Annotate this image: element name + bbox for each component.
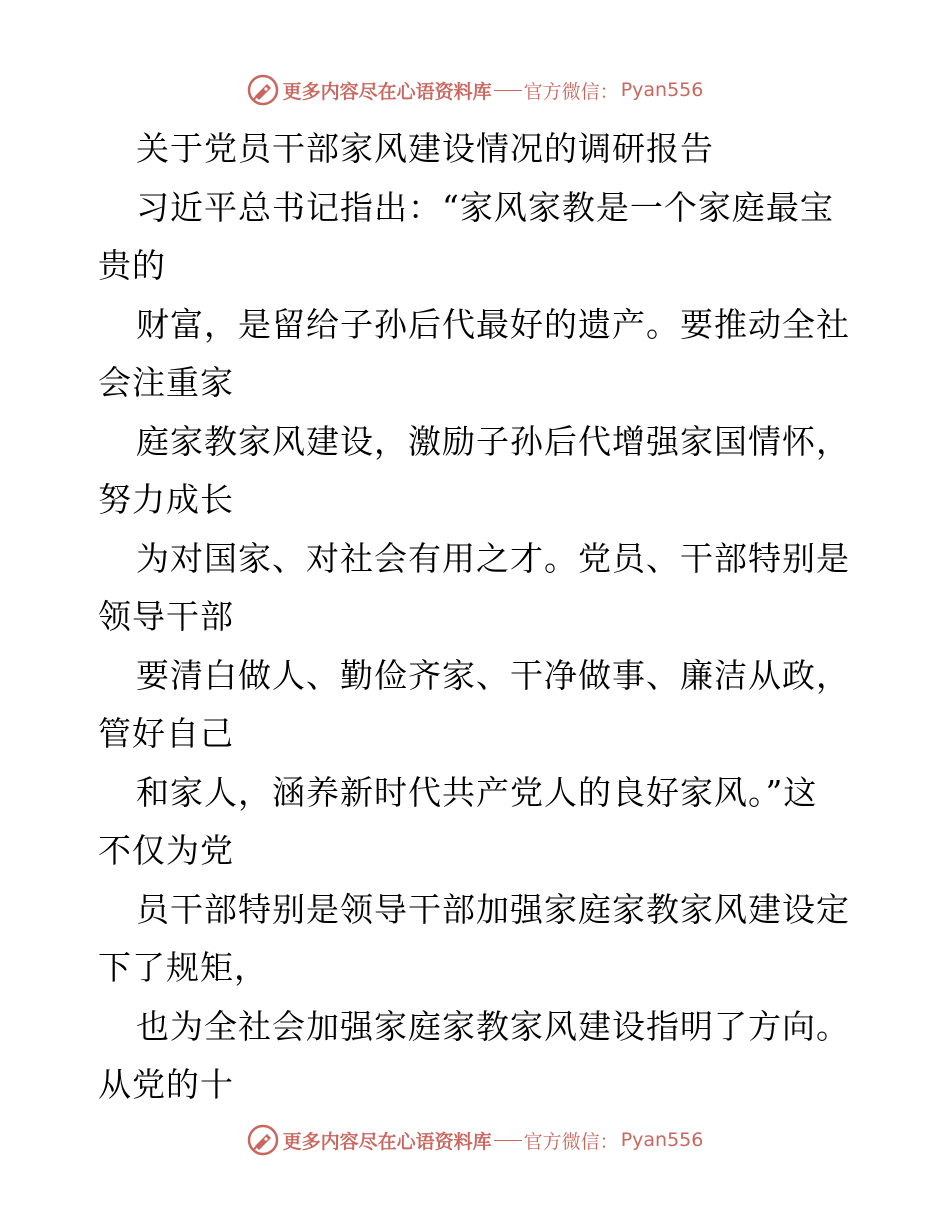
- paragraph-line: 员干部特别是领导干部加强家庭家教家风建设定: [136, 889, 850, 929]
- document-body: [98, 120, 858, 1115]
- watermark-contact-label: 官方微信：: [523, 80, 619, 103]
- paragraph-line: 习近平总书记指出：“家风家教是一个家庭最宝: [136, 187, 834, 227]
- paragraph-line: 努力成长: [98, 480, 234, 519]
- watermark-brand-text: 更多内容尽在心语资料库: [282, 1130, 492, 1153]
- watermark-dash: [494, 1140, 522, 1141]
- paragraph-line: 为对国家、对社会有用之才。党员、干部特别是: [136, 538, 850, 578]
- paragraph-line: 庭家教家风建设，激励子孙后代增强家国情怀，: [136, 421, 850, 461]
- pen-nib-logo-icon: [247, 1124, 279, 1156]
- watermark-contact-id: Pyan556: [620, 79, 704, 101]
- paragraph-line: 也为全社会加强家庭家教家风建设指明了方向。: [136, 1006, 850, 1046]
- paragraph-line: 要清白做人、勤俭齐家、干净做事、廉洁从政，: [136, 655, 850, 695]
- paragraph-line: 和家人，涵养新时代共产党人的良好家风。”这: [136, 772, 818, 812]
- paragraph-line: 领导干部: [98, 597, 234, 636]
- paragraph-line: 会注重家: [98, 363, 234, 402]
- paragraph-line: 从党的十: [98, 1065, 234, 1104]
- document-title: 关于党员干部家风建设情况的调研报告: [136, 129, 714, 168]
- paragraph-line: 下了规矩，: [98, 948, 268, 987]
- paragraph-line: 不仅为党: [98, 831, 234, 870]
- pen-nib-logo-icon: [247, 74, 279, 106]
- watermark-contact-id: Pyan556: [620, 1129, 704, 1151]
- paragraph-line: 财富，是留给子孙后代最好的遗产。要推动全社: [136, 304, 850, 344]
- watermark-footer: [0, 1122, 950, 1158]
- paragraph-line: 管好自己: [98, 714, 234, 753]
- watermark-dash: [494, 90, 522, 91]
- paragraph-line: 贵的: [98, 246, 166, 285]
- watermark-brand-text: 更多内容尽在心语资料库: [282, 80, 492, 103]
- watermark-contact-label: 官方微信：: [523, 1130, 619, 1153]
- watermark-header: [0, 72, 950, 108]
